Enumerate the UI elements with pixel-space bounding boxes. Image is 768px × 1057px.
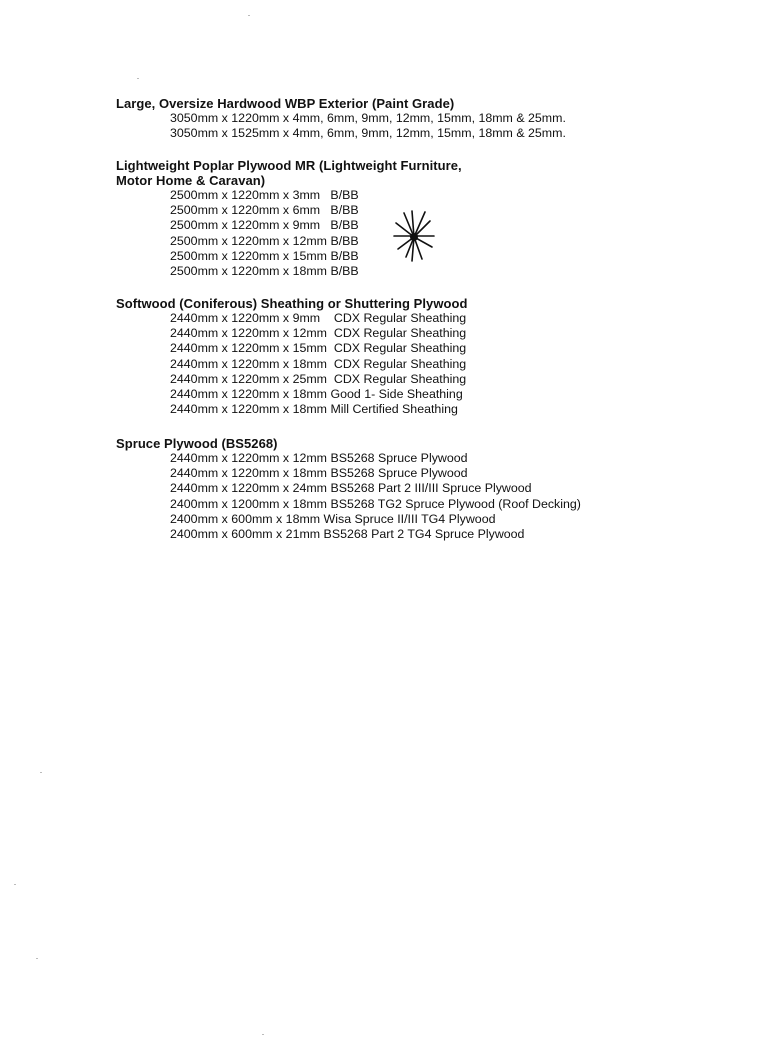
heading-line: Spruce Plywood (BS5268) [116, 436, 278, 451]
list-item: 3050mm x 1220mm x 4mm, 6mm, 9mm, 12mm, 15mm, 18mm & 25mm. [170, 111, 566, 125]
scan-speck [40, 772, 42, 773]
list-item: 2440mm x 1220mm x 25mm CDX Regular Sheathing [170, 371, 467, 386]
section-heading [116, 296, 736, 311]
list-item: 2440mm x 1220mm x 12mm BS5268 Spruce Plywood [170, 451, 468, 465]
section-heading [116, 96, 736, 111]
list-item: 2440mm x 1220mm x 15mm CDX Regular Sheathing [170, 341, 467, 356]
list-item: 2440mm x 1220mm x 18mm CDX Regular Sheathing [170, 356, 467, 371]
product-list [116, 111, 736, 141]
heading-line: Lightweight Poplar Plywood MR (Lightweight Furniture, [116, 158, 462, 173]
list-item: 2500mm x 1220mm x 6mm B/BB [170, 203, 359, 218]
product-list [116, 451, 736, 542]
list-item: 2440mm x 1220mm x 18mm BS5268 Spruce Plywood [170, 466, 468, 481]
list-item: 2440mm x 1220mm x 9mm CDX Regular Sheathing [170, 311, 467, 325]
section-hardwood-wbp [116, 96, 736, 141]
list-item: 2400mm x 1200mm x 18mm BS5268 TG2 Spruce Plywood (Roof Decking) [170, 496, 581, 511]
scan-speck [248, 15, 250, 16]
list-item: 2440mm x 1220mm x 24mm BS5268 Part 2 III/III Spruce Plywood [170, 481, 532, 496]
section-heading [116, 158, 736, 188]
list-item: 2400mm x 600mm x 18mm Wisa Spruce II/III TG4 Plywood [170, 511, 496, 526]
list-item: 2500mm x 1220mm x 12mm B/BB [170, 233, 359, 248]
list-item: 2440mm x 1220mm x 12mm CDX Regular Sheathing [170, 326, 467, 341]
list-item: 2500mm x 1220mm x 9mm B/BB [170, 218, 359, 233]
section-heading [116, 436, 736, 451]
list-item: 2500mm x 1220mm x 3mm B/BB [170, 188, 359, 202]
list-item: 2440mm x 1220mm x 18mm Mill Certified Sheathing [170, 402, 458, 417]
section-spruce-plywood [116, 436, 736, 542]
list-item: 2500mm x 1220mm x 18mm B/BB [170, 264, 359, 279]
product-list [116, 311, 736, 417]
scan-speck [14, 884, 16, 885]
scan-speck [137, 78, 139, 79]
list-item: 2440mm x 1220mm x 18mm Good 1- Side Sheathing [170, 387, 463, 402]
handwritten-asterisk-mark [392, 207, 436, 265]
heading-line: Softwood (Coniferous) Sheathing or Shuttering Plywood [116, 296, 468, 311]
section-softwood-sheathing [116, 296, 736, 417]
scan-speck [36, 958, 38, 959]
heading-line: Motor Home & Caravan) [116, 173, 266, 188]
list-item: 2400mm x 600mm x 21mm BS5268 Part 2 TG4 Spruce Plywood [170, 527, 525, 542]
list-item: 3050mm x 1525mm x 4mm, 6mm, 9mm, 12mm, 15mm, 18mm & 25mm. [170, 126, 566, 141]
heading-line: Large, Oversize Hardwood WBP Exterior (Paint Grade) [116, 96, 455, 111]
list-item: 2500mm x 1220mm x 15mm B/BB [170, 248, 359, 263]
scan-speck [262, 1034, 264, 1035]
